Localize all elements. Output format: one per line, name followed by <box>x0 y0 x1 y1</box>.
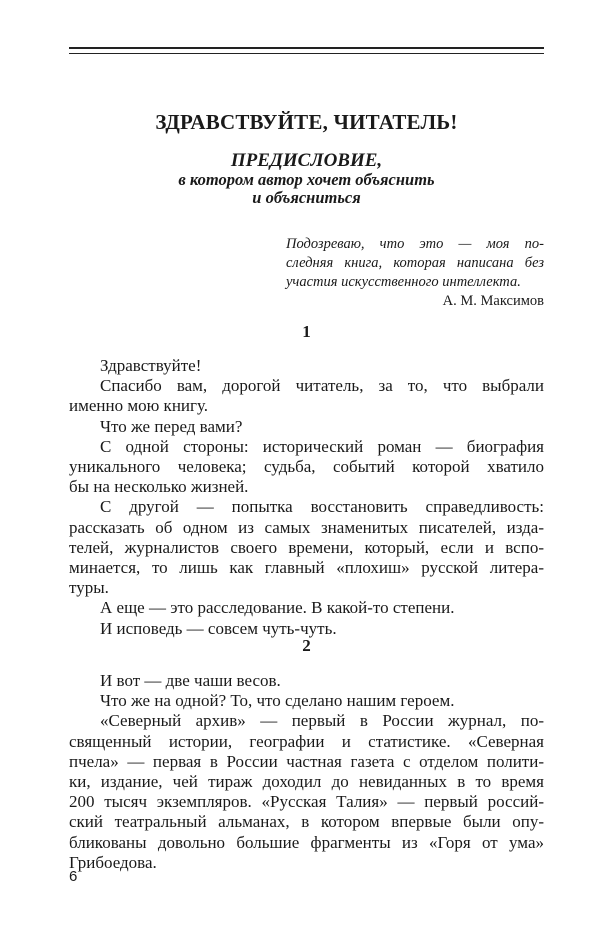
text-line: туры. <box>69 578 109 598</box>
page-number: 6 <box>69 868 78 885</box>
text-line: С одной стороны: исторический роман — биография <box>100 436 544 456</box>
text-line: Что же перед вами? <box>100 416 243 436</box>
epigraph-author: А. М. Максимов <box>442 293 544 309</box>
subtitle-heading: ПРЕДИСЛОВИЕ, <box>230 150 383 171</box>
text-line: И исповедь — совсем чуть-чуть. <box>100 618 337 638</box>
text-line: священный истории, географии и статистике. «Северная <box>69 731 544 751</box>
epigraph-line: Подозреваю, что это — моя по- <box>286 236 544 252</box>
section-number: 1 <box>302 322 311 341</box>
epigraph-line: участия искусственного интеллекта. <box>286 274 521 290</box>
text-line: именно мою книгу. <box>69 396 209 416</box>
epigraph-line: следняя книга, которая написана без <box>286 255 544 271</box>
text-line: Спасибо вам, дорогой читатель, за то, что выбрали <box>100 376 544 396</box>
text-line: рассказать об одном из самых знаменитых писателей, изда- <box>69 517 544 537</box>
section-1-text <box>69 356 544 639</box>
text-line: бликованы довольно большие фрагменты из «Горя от ума» <box>69 832 544 852</box>
text-line: 200 тысяч экземпляров. «Русская Талия» — первый россий- <box>69 792 544 812</box>
text-line: Что же на одной? То, что сделано нашим героем. <box>100 691 455 711</box>
text-line: бы на несколько жизней. <box>69 477 249 497</box>
text-line: И вот — две чаши весов. <box>100 671 281 690</box>
section-2-text <box>69 671 544 873</box>
text-line: минается, то лишь как главный «плохиш» русской литера- <box>69 558 544 578</box>
text-line: телей, журналистов своего времени, который, если и вспо- <box>69 537 544 557</box>
text-line: уникального человека; судьба, событий которой хватило <box>69 457 544 477</box>
text-line: «Северный архив» — первый в России журнал, по- <box>100 711 544 731</box>
text-line: А еще — это расследование. В какой-то степени. <box>100 598 455 618</box>
text-line: Грибоедова. <box>69 852 157 872</box>
text-line: ки, издание, чей тираж доходил до невиданных в то время <box>69 772 544 792</box>
text-line: С другой — попытка восстановить справедливость: <box>100 497 544 517</box>
text-line: Здравствуйте! <box>100 356 202 375</box>
subtitle-line: в котором автор хочет объяснить <box>178 170 435 189</box>
top-rule-thick <box>69 47 544 49</box>
subtitle-line: и объясниться <box>252 188 361 207</box>
epigraph <box>286 235 544 311</box>
section-number: 2 <box>302 636 311 655</box>
chapter-subtitle <box>69 150 544 207</box>
chapter-title: ЗДРАВСТВУЙТЕ, ЧИТАТЕЛЬ! <box>155 110 458 134</box>
top-rule-thin <box>69 53 544 54</box>
text-line: ский театральный альманах, в котором впервые были опу- <box>69 812 544 832</box>
text-line: пчела» — первая в России частная газета с отделом полити- <box>69 751 544 771</box>
